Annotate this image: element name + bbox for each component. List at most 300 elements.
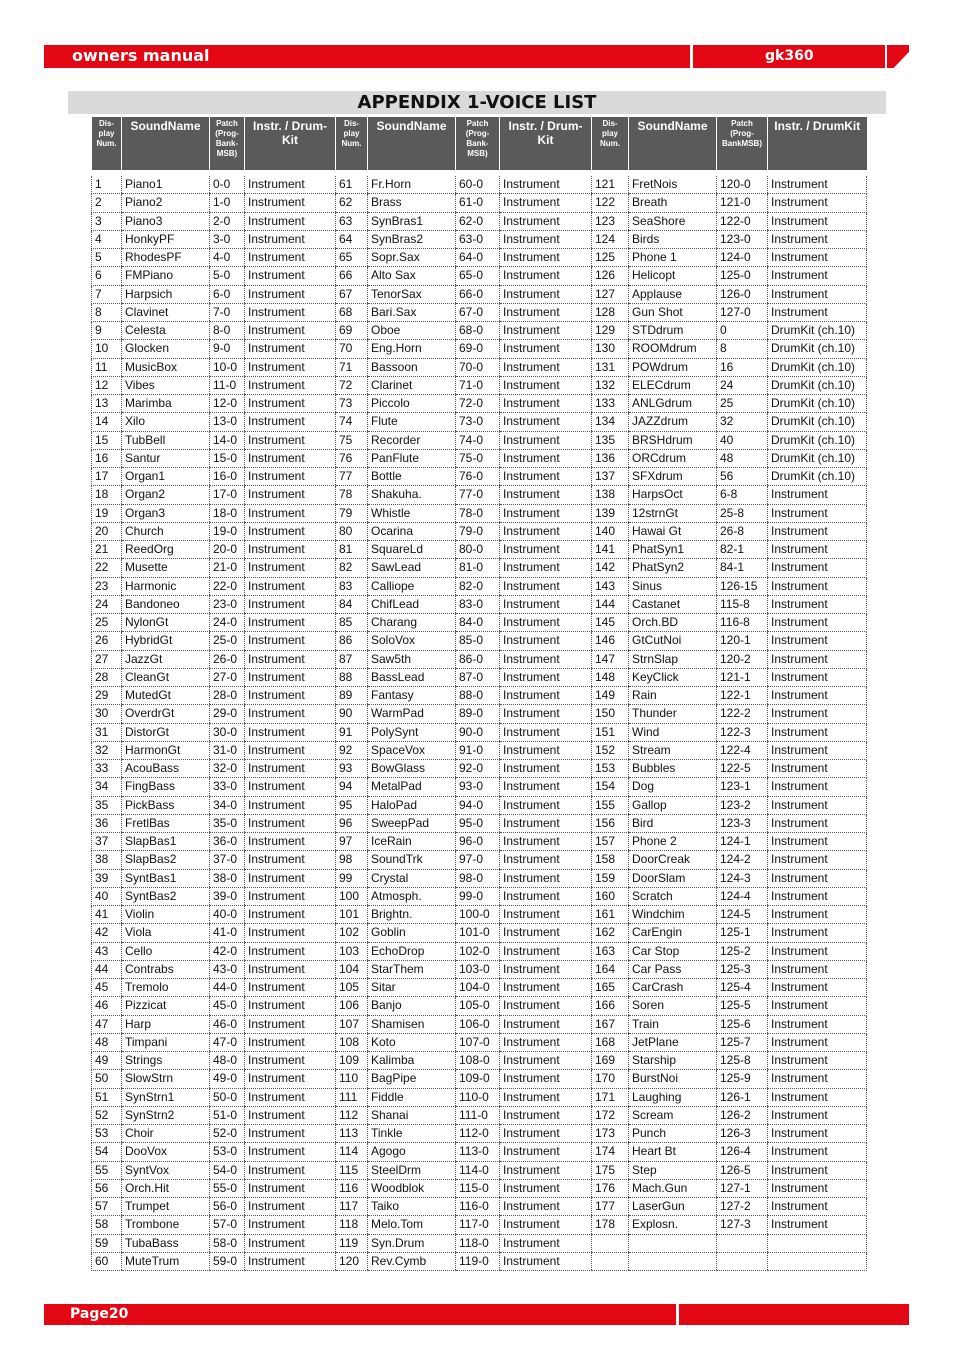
- page-title-bar: [68, 91, 886, 114]
- table-cell: 88: [336, 668, 368, 686]
- table-cell: 96: [336, 814, 368, 832]
- table-cell: Instrument: [500, 1106, 592, 1124]
- column-header-line: play: [98, 129, 115, 138]
- table-cell: 95-0: [456, 814, 500, 832]
- table-cell: Instrument: [245, 322, 336, 340]
- table-cell: 125-9: [717, 1070, 768, 1088]
- table-cell: 83: [336, 577, 368, 595]
- table-cell: Instrument: [768, 833, 867, 851]
- table-cell: Applause: [629, 285, 717, 303]
- table-cell: 148: [592, 668, 629, 686]
- table-cell: Breath: [629, 194, 717, 212]
- table-cell: Instrument: [768, 1070, 867, 1088]
- table-cell: Charang: [368, 614, 456, 632]
- column-header-line: (Prog-: [730, 129, 754, 138]
- table-cell: 122-0: [717, 212, 768, 230]
- table-row: [92, 723, 867, 741]
- table-row: [92, 322, 867, 340]
- table-cell: Instrument: [768, 212, 867, 230]
- table-cell: FretlBas: [122, 814, 210, 832]
- table-cell: Instrument: [500, 468, 592, 486]
- table-cell: Heart Bt: [629, 1143, 717, 1161]
- column-header-line: Kit: [537, 133, 554, 147]
- table-cell: Punch: [629, 1125, 717, 1143]
- table-cell: 58-0: [210, 1234, 245, 1252]
- column-header-line: MSB): [216, 149, 238, 158]
- table-cell: BowGlass: [368, 760, 456, 778]
- table-cell: Instrument: [768, 194, 867, 212]
- table-cell: 74-0: [456, 431, 500, 449]
- table-cell: 128: [592, 303, 629, 321]
- table-cell: 133: [592, 395, 629, 413]
- table-cell: SlowStrn: [122, 1070, 210, 1088]
- table-cell: 50: [92, 1070, 122, 1088]
- table-cell: 12strnGt: [629, 504, 717, 522]
- table-row: [92, 285, 867, 303]
- table-cell: Instrument: [768, 559, 867, 577]
- table-cell: 125-8: [717, 1052, 768, 1070]
- table-cell: 76: [336, 449, 368, 467]
- table-cell: 48: [92, 1033, 122, 1051]
- table-cell: 165: [592, 979, 629, 997]
- table-cell: 77: [336, 468, 368, 486]
- table-cell: Instrument: [768, 1179, 867, 1197]
- table-cell: SeaShore: [629, 212, 717, 230]
- table-cell: [768, 1252, 867, 1270]
- table-cell: 129: [592, 322, 629, 340]
- table-row: [92, 614, 867, 632]
- table-cell: 43: [92, 942, 122, 960]
- table-cell: [717, 1234, 768, 1252]
- table-cell: 82-1: [717, 541, 768, 559]
- table-cell: 109: [336, 1052, 368, 1070]
- table-row: [92, 1143, 867, 1161]
- table-cell: 114: [336, 1143, 368, 1161]
- table-cell: 92-0: [456, 760, 500, 778]
- table-cell: 80-0: [456, 541, 500, 559]
- table-cell: Scream: [629, 1106, 717, 1124]
- table-cell: 60-0: [456, 176, 500, 194]
- table-cell: 87: [336, 650, 368, 668]
- table-cell: 8: [717, 340, 768, 358]
- table-cell: 89: [336, 687, 368, 705]
- table-cell: Ocarina: [368, 522, 456, 540]
- table-cell: Organ3: [122, 504, 210, 522]
- table-cell: Contrabs: [122, 960, 210, 978]
- table-row: [92, 687, 867, 705]
- table-cell: 107: [336, 1015, 368, 1033]
- table-cell: 55: [92, 1161, 122, 1179]
- table-cell: PickBass: [122, 796, 210, 814]
- table-cell: Santur: [122, 449, 210, 467]
- table-cell: Soren: [629, 997, 717, 1015]
- table-row: [92, 413, 867, 431]
- table-cell: IceRain: [368, 833, 456, 851]
- table-cell: 20: [92, 522, 122, 540]
- table-row: [92, 176, 867, 194]
- table-cell: 24: [92, 595, 122, 613]
- table-cell: 2: [92, 194, 122, 212]
- table-row: [92, 212, 867, 230]
- table-cell: 153: [592, 760, 629, 778]
- table-cell: 76-0: [456, 468, 500, 486]
- table-cell: 116: [336, 1179, 368, 1197]
- table-cell: 6-8: [717, 486, 768, 504]
- table-cell: 113: [336, 1125, 368, 1143]
- table-cell: 83-0: [456, 595, 500, 613]
- table-cell: Instrument: [245, 358, 336, 376]
- table-cell: Instrument: [768, 906, 867, 924]
- table-cell: 40: [92, 887, 122, 905]
- table-cell: 47: [92, 1015, 122, 1033]
- table-row: [92, 1216, 867, 1234]
- column-header: [629, 117, 717, 170]
- table-cell: 26: [92, 632, 122, 650]
- table-cell: 138: [592, 486, 629, 504]
- table-cell: Instrument: [500, 997, 592, 1015]
- column-header-line: SoundName: [637, 119, 708, 133]
- table-cell: Cello: [122, 942, 210, 960]
- table-cell: Explosn.: [629, 1216, 717, 1234]
- table-cell: Fantasy: [368, 687, 456, 705]
- table-cell: Instrument: [768, 176, 867, 194]
- table-cell: 122-4: [717, 741, 768, 759]
- table-cell: Sitar: [368, 979, 456, 997]
- table-cell: Brass: [368, 194, 456, 212]
- table-cell: Instrument: [500, 1088, 592, 1106]
- table-cell: CarCrash: [629, 979, 717, 997]
- table-cell: 98-0: [456, 869, 500, 887]
- table-row: [92, 997, 867, 1015]
- table-cell: Dog: [629, 778, 717, 796]
- column-header: [500, 117, 592, 170]
- table-cell: Instrument: [768, 942, 867, 960]
- table-cell: 127-2: [717, 1198, 768, 1216]
- table-cell: 73-0: [456, 413, 500, 431]
- table-cell: 126-2: [717, 1106, 768, 1124]
- table-cell: Harmonic: [122, 577, 210, 595]
- table-cell: HarmonGt: [122, 741, 210, 759]
- table-cell: 105: [336, 979, 368, 997]
- table-cell: 39-0: [210, 887, 245, 905]
- table-cell: Bottle: [368, 468, 456, 486]
- table-cell: 178: [592, 1216, 629, 1234]
- table-cell: 110: [336, 1070, 368, 1088]
- table-cell: 61-0: [456, 194, 500, 212]
- table-cell: 85-0: [456, 632, 500, 650]
- table-cell: 33-0: [210, 778, 245, 796]
- table-cell: 31-0: [210, 741, 245, 759]
- table-cell: Instrument: [768, 723, 867, 741]
- table-cell: 146: [592, 632, 629, 650]
- table-cell: 27-0: [210, 668, 245, 686]
- table-cell: Flute: [368, 413, 456, 431]
- table-row: [92, 1106, 867, 1124]
- table-cell: Melo.Tom: [368, 1216, 456, 1234]
- table-cell: Instrument: [245, 851, 336, 869]
- table-cell: 151: [592, 723, 629, 741]
- table-cell: 110-0: [456, 1088, 500, 1106]
- table-cell: 117: [336, 1198, 368, 1216]
- table-cell: 62-0: [456, 212, 500, 230]
- table-cell: 19: [92, 504, 122, 522]
- table-cell: Instrument: [768, 577, 867, 595]
- table-cell: Sinus: [629, 577, 717, 595]
- table-cell: Rain: [629, 687, 717, 705]
- table-cell: 125-2: [717, 942, 768, 960]
- table-cell: Instrument: [245, 1033, 336, 1051]
- table-cell: 23: [92, 577, 122, 595]
- table-cell: 70: [336, 340, 368, 358]
- table-cell: 125-4: [717, 979, 768, 997]
- table-cell: 126-0: [717, 285, 768, 303]
- table-cell: Phone 1: [629, 249, 717, 267]
- table-cell: 123-1: [717, 778, 768, 796]
- table-row: [92, 249, 867, 267]
- table-cell: 154: [592, 778, 629, 796]
- table-cell: Instrument: [768, 924, 867, 942]
- table-row: [92, 230, 867, 248]
- table-cell: 143: [592, 577, 629, 595]
- table-cell: 114-0: [456, 1161, 500, 1179]
- table-cell: 108-0: [456, 1052, 500, 1070]
- table-cell: Bassoon: [368, 358, 456, 376]
- table-cell: TenorSax: [368, 285, 456, 303]
- table-cell: Rev.Cymb: [368, 1252, 456, 1270]
- table-cell: 145: [592, 614, 629, 632]
- table-cell: Instrument: [500, 760, 592, 778]
- table-cell: Instrument: [245, 942, 336, 960]
- table-cell: 42-0: [210, 942, 245, 960]
- table-cell: DrumKit (ch.10): [768, 376, 867, 394]
- table-cell: 64: [336, 230, 368, 248]
- table-cell: Pizzicat: [122, 997, 210, 1015]
- column-header-line: (Prog-: [215, 129, 239, 138]
- table-cell: 70-0: [456, 358, 500, 376]
- table-cell: 93: [336, 760, 368, 778]
- table-cell: Instrument: [500, 833, 592, 851]
- table-cell: 100-0: [456, 906, 500, 924]
- table-cell: Instrument: [245, 176, 336, 194]
- table-cell: Brightn.: [368, 906, 456, 924]
- table-cell: DrumKit (ch.10): [768, 413, 867, 431]
- table-cell: Instrument: [500, 577, 592, 595]
- table-cell: Instrument: [768, 522, 867, 540]
- table-cell: 65-0: [456, 267, 500, 285]
- table-cell: SyntBas1: [122, 869, 210, 887]
- table-cell: Instrument: [768, 1125, 867, 1143]
- table-cell: 108: [336, 1033, 368, 1051]
- table-cell: Atmosph.: [368, 887, 456, 905]
- table-cell: 13-0: [210, 413, 245, 431]
- table-cell: BassLead: [368, 668, 456, 686]
- table-cell: 45: [92, 979, 122, 997]
- table-cell: 17: [92, 468, 122, 486]
- table-cell: Instrument: [768, 705, 867, 723]
- table-cell: Instrument: [768, 796, 867, 814]
- table-cell: 22: [92, 559, 122, 577]
- table-cell: Instrument: [245, 887, 336, 905]
- table-cell: GtCutNoi: [629, 632, 717, 650]
- table-row: [92, 358, 867, 376]
- table-cell: 113-0: [456, 1143, 500, 1161]
- table-cell: Instrument: [245, 486, 336, 504]
- table-cell: FretNois: [629, 176, 717, 194]
- table-cell: Instrument: [500, 1125, 592, 1143]
- table-cell: 73: [336, 395, 368, 413]
- table-cell: 43-0: [210, 960, 245, 978]
- table-cell: 176: [592, 1179, 629, 1197]
- table-cell: 160: [592, 887, 629, 905]
- table-cell: 7: [92, 285, 122, 303]
- table-cell: Instrument: [768, 997, 867, 1015]
- table-cell: 9: [92, 322, 122, 340]
- column-header-line: Bank-: [215, 139, 239, 148]
- table-cell: 169: [592, 1052, 629, 1070]
- table-cell: Train: [629, 1015, 717, 1033]
- table-cell: Instrument: [500, 851, 592, 869]
- table-row: [92, 705, 867, 723]
- table-cell: Instrument: [245, 468, 336, 486]
- column-header-line: SoundName: [130, 119, 201, 133]
- table-cell: 21: [92, 541, 122, 559]
- table-cell: Vibes: [122, 376, 210, 394]
- table-cell: 112-0: [456, 1125, 500, 1143]
- table-cell: 63: [336, 212, 368, 230]
- manual-title: owners manual: [72, 46, 210, 65]
- table-cell: Tremolo: [122, 979, 210, 997]
- table-row: [92, 431, 867, 449]
- table-cell: Bubbles: [629, 760, 717, 778]
- table-cell: 31: [92, 723, 122, 741]
- table-cell: Instrument: [500, 522, 592, 540]
- table-cell: Instrument: [500, 814, 592, 832]
- table-cell: JetPlane: [629, 1033, 717, 1051]
- table-cell: ChifLead: [368, 595, 456, 613]
- table-cell: PhatSyn2: [629, 559, 717, 577]
- table-cell: Instrument: [768, 595, 867, 613]
- table-cell: Helicopt: [629, 267, 717, 285]
- table-cell: 6: [92, 267, 122, 285]
- table-cell: Instrument: [768, 1143, 867, 1161]
- table-cell: 36: [92, 814, 122, 832]
- table-cell: Piccolo: [368, 395, 456, 413]
- table-cell: 37: [92, 833, 122, 851]
- table-cell: 167: [592, 1015, 629, 1033]
- table-cell: Instrument: [245, 230, 336, 248]
- table-cell: Instrument: [768, 760, 867, 778]
- table-cell: 107-0: [456, 1033, 500, 1051]
- table-cell: 121-0: [717, 194, 768, 212]
- column-header-line: Num.: [341, 139, 362, 148]
- table-cell: 46: [92, 997, 122, 1015]
- table-cell: Instrument: [768, 632, 867, 650]
- table-row: [92, 1198, 867, 1216]
- table-cell: Instrument: [768, 778, 867, 796]
- table-cell: Oboe: [368, 322, 456, 340]
- table-cell: 80: [336, 522, 368, 540]
- table-row: [92, 650, 867, 668]
- table-cell: 53: [92, 1125, 122, 1143]
- table-cell: 139: [592, 504, 629, 522]
- table-cell: Instrument: [500, 1179, 592, 1197]
- table-cell: 120-0: [717, 176, 768, 194]
- table-cell: Mach.Gun: [629, 1179, 717, 1197]
- table-cell: 96-0: [456, 833, 500, 851]
- column-header-line: Patch: [216, 119, 238, 128]
- table-cell: Timpani: [122, 1033, 210, 1051]
- table-cell: 86-0: [456, 650, 500, 668]
- table-cell: SynBras2: [368, 230, 456, 248]
- table-cell: Instrument: [768, 1161, 867, 1179]
- column-header-line: Patch: [466, 119, 489, 128]
- table-cell: 2-0: [210, 212, 245, 230]
- table-cell: 69-0: [456, 340, 500, 358]
- table-row: [92, 395, 867, 413]
- table-cell: 126-5: [717, 1161, 768, 1179]
- table-cell: 122: [592, 194, 629, 212]
- column-header-line: Instr. / Drum-: [252, 119, 327, 133]
- table-cell: Car Pass: [629, 960, 717, 978]
- table-cell: FMPiano: [122, 267, 210, 285]
- table-cell: 54-0: [210, 1161, 245, 1179]
- table-cell: Hawai Gt: [629, 522, 717, 540]
- table-cell: 50-0: [210, 1088, 245, 1106]
- table-cell: Fr.Horn: [368, 176, 456, 194]
- table-cell: 132: [592, 376, 629, 394]
- table-cell: 123-0: [717, 230, 768, 248]
- table-cell: 28: [92, 668, 122, 686]
- table-cell: Instrument: [500, 632, 592, 650]
- table-row: [92, 1125, 867, 1143]
- table-cell: 115: [336, 1161, 368, 1179]
- table-cell: Instrument: [500, 267, 592, 285]
- table-cell: 124-4: [717, 887, 768, 905]
- table-cell: Instrument: [768, 1015, 867, 1033]
- table-cell: 51-0: [210, 1106, 245, 1124]
- table-cell: 26-0: [210, 650, 245, 668]
- table-cell: Instrument: [245, 1070, 336, 1088]
- table-cell: LaserGun: [629, 1198, 717, 1216]
- table-cell: 102: [336, 924, 368, 942]
- table-cell: Instrument: [245, 741, 336, 759]
- table-cell: Glocken: [122, 340, 210, 358]
- table-cell: 41-0: [210, 924, 245, 942]
- table-cell: 155: [592, 796, 629, 814]
- table-cell: Instrument: [500, 176, 592, 194]
- table-cell: SoundTrk: [368, 851, 456, 869]
- page-title: APPENDIX 1-VOICE LIST: [357, 92, 597, 113]
- table-cell: Saw5th: [368, 650, 456, 668]
- table-cell: 92: [336, 741, 368, 759]
- table-cell: 63-0: [456, 230, 500, 248]
- table-cell: 75: [336, 431, 368, 449]
- table-cell: Instrument: [245, 577, 336, 595]
- table-cell: 118: [336, 1216, 368, 1234]
- table-cell: Instrument: [500, 322, 592, 340]
- table-cell: [768, 1234, 867, 1252]
- table-cell: 20-0: [210, 541, 245, 559]
- table-cell: 164: [592, 960, 629, 978]
- table-cell: 94: [336, 778, 368, 796]
- table-cell: 102-0: [456, 942, 500, 960]
- table-cell: Piano2: [122, 194, 210, 212]
- table-cell: 40-0: [210, 906, 245, 924]
- table-cell: SynBras1: [368, 212, 456, 230]
- table-cell: Instrument: [500, 650, 592, 668]
- table-cell: 54: [92, 1143, 122, 1161]
- table-cell: 25-0: [210, 632, 245, 650]
